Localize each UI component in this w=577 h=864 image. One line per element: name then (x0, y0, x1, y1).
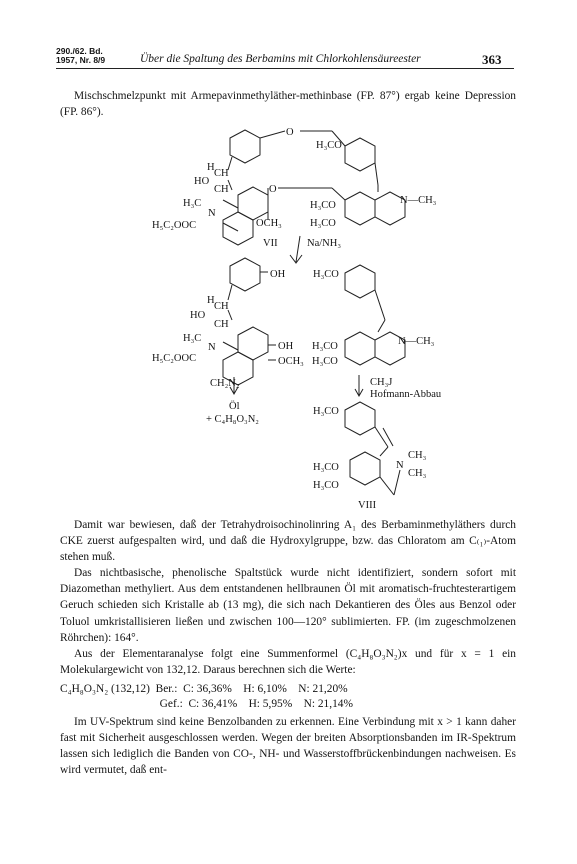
analysis-found: Gef.: C: 36,41% H: 5,95% N: 21,14% (60, 698, 353, 710)
vii-n-ch3: N—CH₃ (400, 195, 437, 206)
journal-reference-line1: 290./62. Bd. (56, 46, 103, 56)
page-number: 363 (482, 52, 502, 67)
body-paragraph-last (60, 714, 516, 778)
mid-h3co-1: H₃CO (313, 269, 339, 280)
ring (345, 265, 375, 298)
lr-ch3-b: CH₃ (408, 468, 427, 479)
ring (350, 452, 380, 485)
mid-h: H (207, 295, 215, 306)
paragraph-3: Aus der Elementaranalyse folgt eine Summenformel (C₄H₈O₃N₂)x und für x = 1 ein Molekulargewicht von 132,12. Daraus berechnen sich die Werte: (60, 647, 516, 676)
vii-h3c: H₃C (183, 198, 202, 209)
mid-ho: HO (190, 310, 206, 321)
mid-n-ch3: N—CH₃ (398, 336, 435, 347)
ring (223, 212, 253, 245)
mid-oh-top: OH (270, 269, 286, 280)
journal-reference-line2: 1957, Nr. 8/9 (56, 55, 106, 65)
vii-o-top: O (286, 127, 294, 138)
paragraph-1: Damit war bewiesen, daß der Tetrahydroisochinolinring A₁ des Berbaminmethyläthers durch CKE zuerst aufgespalten wird, und daß die Hydroxylgruppe, bzw. das Chloratom am C₍₁₎-Atom stehen muß. (60, 519, 516, 564)
mid-ch: CH (214, 301, 229, 312)
mid-oh: OH (278, 341, 294, 352)
vii-label: VII (263, 238, 278, 249)
mid-h3c: H₃C (183, 333, 202, 344)
vii-o-mid: O (269, 184, 277, 195)
running-title: Über die Spaltung des Berbamins mit Chlorkohlensäureester (140, 53, 421, 65)
lr-reagent: CH₃J (370, 377, 393, 388)
ring (238, 187, 268, 220)
lr-n: N (396, 460, 404, 471)
mid-h5c2ooc: H₅C₂OOC (152, 353, 197, 364)
vii-h3co-3: H₃CO (310, 218, 336, 229)
paragraph-4: Im UV-Spektrum sind keine Benzolbanden zu erkennen. Eine Verbindung mit x > 1 kann daher fast mit Sicherheit ausgeschlossen werden. Wegen der breiten Absorptionsbanden im IR-Spektrum lassen sich lediglich die Banden von CO-, NH- und Wasserstoffbrückenbindungen nachweisen. Es wird vermutet, daß ent- (60, 716, 516, 777)
ring (345, 192, 375, 225)
ll-plus: + C₄H₈O₃N₂ (206, 414, 259, 425)
mid-h3co-3: H₃CO (312, 356, 338, 367)
lr-h3co-2: H₃CO (313, 462, 339, 473)
vii-n: N (208, 208, 216, 219)
vii-och3: OCH₃ (256, 218, 282, 229)
vii-ho: HO (194, 176, 210, 187)
mid-och3: OCH₃ (278, 356, 304, 367)
mid-n: N (208, 342, 216, 353)
paragraph-2: Das nichtbasische, phenolische Spaltstück wurde nicht identifiziert, sondern sofort mit Diazomethan methyliert. Aus dem entstandenen hellbraunen Öl mit aromatisch-fruchtesterartigem Geruch schieden sich Kristalle ab (13 mg), die sich nach Dekantieren des Öles aus Benzol oder Toluol umkristallisieren ließen und zwischen 100—120° sublimierten. FP. (im zugeschmolzenen Röhrchen): 164°. (60, 567, 516, 644)
ring (230, 130, 260, 163)
mid-h3co-2: H₃CO (312, 341, 338, 352)
vii-ch: CH (214, 168, 229, 179)
analysis-calculated: C₄H₈O₃N₂ (132,12) Ber.: C: 36,36% H: 6,10% N: 21,20% (60, 683, 348, 695)
structure-viii (345, 402, 400, 495)
lr-ch3-a: CH₃ (408, 450, 427, 461)
vii-h5c2ooc: H₅C₂OOC (152, 220, 197, 231)
vii-h: H (207, 162, 215, 173)
ring (230, 258, 260, 291)
ring (238, 327, 268, 360)
intro-text: Mischschmelzpunkt mit Armepavinmethyläther-methinbase (FP. 87°) ergab keine Depression (FP. 86°). (60, 90, 516, 119)
vii-ch2: CH (214, 184, 229, 195)
ll-product: Öl (229, 401, 240, 412)
ll-reagent: CH₂N₂ (210, 378, 240, 389)
ring (345, 138, 375, 171)
body-paragraphs (60, 517, 516, 678)
mid-ch2: CH (214, 319, 229, 330)
vii-h3co-2: H₃CO (310, 200, 336, 211)
lr-h3co-1: H₃CO (313, 406, 339, 417)
lr-h3co-3: H₃CO (313, 480, 339, 491)
ring (345, 402, 375, 435)
vii-reagent: Na/NH₃ (307, 238, 341, 249)
vii-h3co-1: H₃CO (316, 140, 342, 151)
ring (345, 332, 375, 365)
lr-label: VIII (358, 500, 377, 511)
lr-reagent2: Hofmann-Abbau (370, 389, 442, 400)
